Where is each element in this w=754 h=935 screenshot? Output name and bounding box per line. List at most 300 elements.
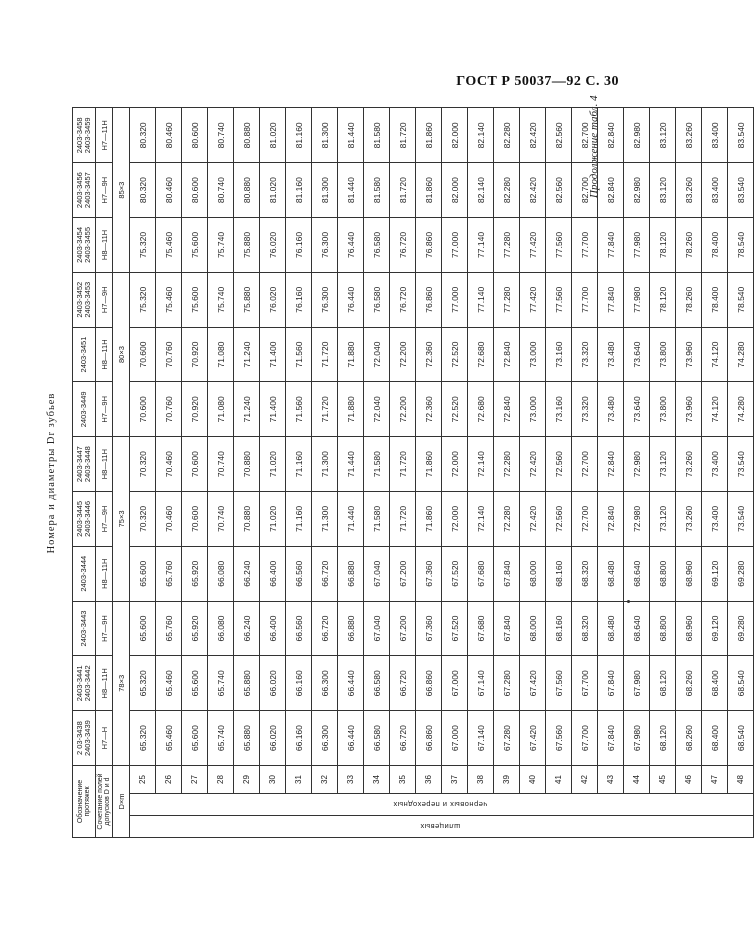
tooth-number: 37 <box>442 766 468 794</box>
diameter-cell: 74.280 <box>728 382 754 437</box>
diameter-cell: 82.840 <box>598 163 624 218</box>
diameter-cell: 66.720 <box>390 711 416 766</box>
diameter-cell: 82.560 <box>546 163 572 218</box>
tooth-number: 34 <box>364 766 390 794</box>
dxm-label: D×m <box>113 766 130 838</box>
diameter-cell: 72.840 <box>598 437 624 492</box>
diameter-cell: 73.320 <box>572 327 598 382</box>
diameter-cell: 65.460 <box>156 656 182 711</box>
diameter-cell: 66.440 <box>338 656 364 711</box>
diameter-cell: 67.980 <box>624 656 650 711</box>
diameter-cell: 72.040 <box>364 327 390 382</box>
diameter-cell: 68.800 <box>650 546 676 601</box>
tooth-number: 46 <box>676 766 702 794</box>
diameter-cell: 72.680 <box>468 327 494 382</box>
diameter-cell: 81.440 <box>338 108 364 163</box>
diameter-cell: 78.400 <box>702 218 728 273</box>
diameter-cell: 68.260 <box>676 711 702 766</box>
diameter-cell: 68.000 <box>520 601 546 656</box>
diameter-cell: 68.540 <box>728 656 754 711</box>
tooth-type-label-chernovykh <box>130 794 754 816</box>
diameter-cell: 71.580 <box>364 437 390 492</box>
diameter-cell: 73.160 <box>546 382 572 437</box>
tolerance-combination-label: Сочетание полей допусков D и d <box>96 766 113 838</box>
diameter-cell: 71.560 <box>286 327 312 382</box>
tooth-type-label-shlitsevykh <box>130 816 754 838</box>
diameter-cell: 67.040 <box>364 546 390 601</box>
diameter-cell: 82.560 <box>546 108 572 163</box>
tooth-number: 36 <box>416 766 442 794</box>
diameter-cell: 80.320 <box>130 163 156 218</box>
tooth-number: 28 <box>208 766 234 794</box>
diameter-cell: 70.920 <box>182 327 208 382</box>
designation-label: Обозначение протяжек <box>73 766 96 838</box>
rotated-table-container <box>46 95 746 838</box>
table-body <box>130 108 754 838</box>
diameter-cell: 67.520 <box>442 601 468 656</box>
diameter-cell: 72.560 <box>546 492 572 547</box>
diameter-cell: 77.980 <box>624 272 650 327</box>
diameter-cell: 71.300 <box>312 437 338 492</box>
diameter-cell: 73.120 <box>650 437 676 492</box>
tooth-number: 35 <box>390 766 416 794</box>
size-group-label: 80×3 <box>113 272 130 436</box>
diameter-cell: 73.540 <box>728 437 754 492</box>
diameter-cell: 80.600 <box>182 163 208 218</box>
diameter-cell: 65.880 <box>234 711 260 766</box>
column-code: 2403-3456 2403-3457 <box>73 163 96 218</box>
diameter-cell: 71.020 <box>260 437 286 492</box>
diameter-cell: 68.320 <box>572 601 598 656</box>
diameter-cell: 72.520 <box>442 382 468 437</box>
diameter-cell: 66.720 <box>312 546 338 601</box>
diameter-cell: 77.840 <box>598 218 624 273</box>
table-row <box>286 108 312 838</box>
diameter-cell: 73.540 <box>728 492 754 547</box>
tooth-number: 27 <box>182 766 208 794</box>
diameter-cell: 80.740 <box>208 108 234 163</box>
table-row <box>416 108 442 838</box>
diameter-cell: 78.260 <box>676 272 702 327</box>
tooth-number: 47 <box>702 766 728 794</box>
diameter-cell: 67.560 <box>546 656 572 711</box>
diameter-cell: 80.460 <box>156 163 182 218</box>
table-row <box>130 108 156 838</box>
diameter-cell: 70.320 <box>130 437 156 492</box>
diameter-cell: 78.260 <box>676 218 702 273</box>
column-tolerance: H7—11H <box>96 108 113 163</box>
diameter-cell: 74.120 <box>702 382 728 437</box>
diameter-cell: 72.420 <box>520 437 546 492</box>
diameter-cell: 66.240 <box>234 546 260 601</box>
column-tolerance: H8—11H <box>96 218 113 273</box>
column-code: 2403-3452 2403-3453 <box>73 272 96 327</box>
diameter-cell: 83.540 <box>728 163 754 218</box>
diameter-cell: 72.840 <box>494 327 520 382</box>
diameter-cell: 70.600 <box>182 492 208 547</box>
column-code: 2403-3451 <box>73 327 96 382</box>
table-row <box>468 108 494 838</box>
diameter-cell: 77.980 <box>624 218 650 273</box>
diameter-cell: 77.000 <box>442 218 468 273</box>
diameter-cell: 71.020 <box>260 492 286 547</box>
table-row <box>208 108 234 838</box>
table-row <box>338 108 364 838</box>
table-row <box>182 108 208 838</box>
tooth-number: 41 <box>546 766 572 794</box>
diameter-cell: 76.020 <box>260 218 286 273</box>
diameter-cell: 65.600 <box>182 656 208 711</box>
diameter-cell: 65.740 <box>208 711 234 766</box>
diameter-cell: 76.860 <box>416 272 442 327</box>
diameter-cell: 70.600 <box>182 437 208 492</box>
tooth-number: 38 <box>468 766 494 794</box>
diameter-cell: 68.960 <box>676 601 702 656</box>
tooth-number: 44 <box>624 766 650 794</box>
diameter-cell: 71.720 <box>312 382 338 437</box>
diameter-cell: 81.160 <box>286 163 312 218</box>
diameter-cell: 72.520 <box>442 327 468 382</box>
diameter-cell: 67.420 <box>520 656 546 711</box>
diameter-cell: 66.400 <box>260 546 286 601</box>
diameter-cell: 67.040 <box>364 601 390 656</box>
diameter-cell: 77.140 <box>468 218 494 273</box>
tooth-number: 42 <box>572 766 598 794</box>
diameter-cell: 65.600 <box>130 546 156 601</box>
column-code: 2 03-3438 2403-3439 <box>73 711 96 766</box>
column-code: 2403-3444 <box>73 546 96 601</box>
diameter-cell: 82.700 <box>572 163 598 218</box>
diameter-cell: 76.160 <box>286 272 312 327</box>
diameter-cell: 70.760 <box>156 382 182 437</box>
diameter-cell: 67.140 <box>468 711 494 766</box>
diameter-cell: 71.720 <box>312 327 338 382</box>
diameter-cell: 67.000 <box>442 656 468 711</box>
diameter-cell: 67.360 <box>416 601 442 656</box>
diameter-cell: 66.440 <box>338 711 364 766</box>
diameter-cell: 68.480 <box>598 601 624 656</box>
diameter-cell: 75.740 <box>208 218 234 273</box>
diameter-cell: 70.760 <box>156 327 182 382</box>
column-tolerance: H8—11H <box>96 327 113 382</box>
diameter-cell: 80.600 <box>182 108 208 163</box>
diameter-cell: 66.160 <box>286 656 312 711</box>
diameter-cell: 71.560 <box>286 382 312 437</box>
diameter-cell: 73.400 <box>702 492 728 547</box>
column-code: 2403-3443 <box>73 601 96 656</box>
diameter-cell: 80.880 <box>234 108 260 163</box>
diameter-cell: 81.860 <box>416 108 442 163</box>
tooth-number: 31 <box>286 766 312 794</box>
diameter-cell: 83.400 <box>702 163 728 218</box>
diameter-cell: 77.280 <box>494 218 520 273</box>
tooth-number: 30 <box>260 766 286 794</box>
diameter-cell: 72.560 <box>546 437 572 492</box>
diameter-cell: 71.240 <box>234 382 260 437</box>
diameter-cell: 70.600 <box>130 327 156 382</box>
diameter-cell: 65.320 <box>130 711 156 766</box>
diameter-cell: 82.420 <box>520 108 546 163</box>
diameter-cell: 70.740 <box>208 437 234 492</box>
diameter-cell: 65.920 <box>182 546 208 601</box>
diameter-cell: 83.260 <box>676 163 702 218</box>
column-tolerance: H8—11H <box>96 656 113 711</box>
diameter-cell: 72.280 <box>494 437 520 492</box>
diameter-cell: 81.860 <box>416 163 442 218</box>
diameter-cell: 68.260 <box>676 656 702 711</box>
diameter-cell: 72.000 <box>442 492 468 547</box>
diameter-cell: 68.120 <box>650 656 676 711</box>
diameter-cell: 70.740 <box>208 492 234 547</box>
diameter-cell: 73.800 <box>650 327 676 382</box>
diameter-cell: 80.460 <box>156 108 182 163</box>
diameter-cell: 71.400 <box>260 327 286 382</box>
diameter-cell: 73.000 <box>520 327 546 382</box>
diameter-cell: 77.280 <box>494 272 520 327</box>
diameter-cell: 81.160 <box>286 108 312 163</box>
diameter-cell: 71.860 <box>416 437 442 492</box>
diameter-cell: 71.440 <box>338 492 364 547</box>
table-row <box>520 108 546 838</box>
diameter-cell: 68.400 <box>702 711 728 766</box>
diameter-cell: 73.120 <box>650 492 676 547</box>
column-code: 2403-3454 2403-3455 <box>73 218 96 273</box>
diameter-cell: 72.700 <box>572 437 598 492</box>
diameter-cell: 69.280 <box>728 601 754 656</box>
diameter-cell: 82.140 <box>468 163 494 218</box>
diameter-cell: 77.840 <box>598 272 624 327</box>
diameter-cell: 67.560 <box>546 711 572 766</box>
diameter-cell: 65.760 <box>156 546 182 601</box>
diameter-cell: 66.080 <box>208 546 234 601</box>
table-row <box>494 108 520 838</box>
diameter-cell: 82.700 <box>572 108 598 163</box>
column-code: 2403-3445 2403-3446 <box>73 492 96 547</box>
diameter-cell: 66.880 <box>338 601 364 656</box>
diameter-cell: 68.320 <box>572 546 598 601</box>
diameter-cell: 72.360 <box>416 327 442 382</box>
column-tolerance: H7—9H <box>96 492 113 547</box>
diameter-cell: 75.880 <box>234 272 260 327</box>
diameter-cell: 65.320 <box>130 656 156 711</box>
column-tolerance: H7—9H <box>96 272 113 327</box>
diameter-cell: 72.980 <box>624 437 650 492</box>
diameter-cell: 78.540 <box>728 218 754 273</box>
table-row <box>572 108 598 838</box>
diameter-cell: 66.240 <box>234 601 260 656</box>
tooth-number: 43 <box>598 766 624 794</box>
diameter-cell: 75.880 <box>234 218 260 273</box>
diameter-cell: 75.600 <box>182 218 208 273</box>
diameter-cell: 67.000 <box>442 711 468 766</box>
diameter-cell: 70.920 <box>182 382 208 437</box>
diameter-cell: 77.140 <box>468 272 494 327</box>
diameter-cell: 66.880 <box>338 546 364 601</box>
diameter-cell: 76.580 <box>364 218 390 273</box>
diameter-cell: 82.140 <box>468 108 494 163</box>
diameter-cell: 71.440 <box>338 437 364 492</box>
diameter-cell: 68.400 <box>702 656 728 711</box>
diameter-cell: 76.580 <box>364 272 390 327</box>
diameter-cell: 71.880 <box>338 382 364 437</box>
diameter-cell: 66.080 <box>208 601 234 656</box>
diameter-cell: 71.400 <box>260 382 286 437</box>
diameter-cell: 66.580 <box>364 711 390 766</box>
diameter-cell: 66.580 <box>364 656 390 711</box>
diameter-cell: 73.800 <box>650 382 676 437</box>
diameter-cell: 73.260 <box>676 437 702 492</box>
table-row <box>702 108 728 838</box>
column-code: 2403-3441 2403-3442 <box>73 656 96 711</box>
diameter-cell: 71.720 <box>390 492 416 547</box>
diameter-cell: 83.120 <box>650 108 676 163</box>
table-row <box>156 108 182 838</box>
diameter-cell: 66.160 <box>286 711 312 766</box>
column-tolerance: H7—9H <box>96 601 113 656</box>
diameter-cell: 80.880 <box>234 163 260 218</box>
diameter-cell: 66.560 <box>286 546 312 601</box>
diameter-cell: 78.400 <box>702 272 728 327</box>
diameter-cell: 70.880 <box>234 437 260 492</box>
diameter-cell: 66.860 <box>416 656 442 711</box>
column-tolerance: H8—11H <box>96 437 113 492</box>
column-code: 2403-3458 2403-3459 <box>73 108 96 163</box>
diameter-cell: 70.880 <box>234 492 260 547</box>
diameter-cell: 73.260 <box>676 492 702 547</box>
diameter-cell: 66.560 <box>286 601 312 656</box>
tooth-number: 32 <box>312 766 338 794</box>
diameter-cell: 76.300 <box>312 218 338 273</box>
diameter-cell: 72.200 <box>390 327 416 382</box>
diameter-cell: 75.320 <box>130 272 156 327</box>
diameter-cell: 76.720 <box>390 272 416 327</box>
diameter-cell: 82.000 <box>442 108 468 163</box>
column-tolerance: H7—H <box>96 711 113 766</box>
diameter-cell: 72.140 <box>468 492 494 547</box>
diameter-cell: 74.120 <box>702 327 728 382</box>
table-row <box>364 108 390 838</box>
diameter-cell: 65.460 <box>156 711 182 766</box>
diameter-cell: 66.020 <box>260 711 286 766</box>
diameter-cell: 83.260 <box>676 108 702 163</box>
continuation-label: Продолжение табл. 4 <box>588 95 600 198</box>
diameter-cell: 72.040 <box>364 382 390 437</box>
diameter-cell: 66.860 <box>416 711 442 766</box>
diameter-cell: 81.300 <box>312 108 338 163</box>
diameter-cell: 76.440 <box>338 218 364 273</box>
diameter-cell: 68.960 <box>676 546 702 601</box>
diameter-cell: 67.280 <box>494 711 520 766</box>
diameter-cell: 76.720 <box>390 218 416 273</box>
diameter-cell: 67.280 <box>494 656 520 711</box>
diameter-cell: 81.020 <box>260 163 286 218</box>
diameter-cell: 81.580 <box>364 163 390 218</box>
diameter-cell: 66.400 <box>260 601 286 656</box>
diameter-cell: 82.000 <box>442 163 468 218</box>
column-code: 2403-3449 <box>73 382 96 437</box>
diameter-cell: 67.200 <box>390 546 416 601</box>
tooth-number: 25 <box>130 766 156 794</box>
diameter-cell: 66.300 <box>312 656 338 711</box>
diameter-cell: 68.640 <box>624 546 650 601</box>
diameter-cell: 66.300 <box>312 711 338 766</box>
diameter-cell: 73.640 <box>624 382 650 437</box>
diameter-cell: 80.740 <box>208 163 234 218</box>
size-group-label: 75×3 <box>113 437 130 601</box>
diameter-cell: 71.160 <box>286 437 312 492</box>
diameter-cell: 70.320 <box>130 492 156 547</box>
diameter-cell: 70.600 <box>130 382 156 437</box>
diameter-cell: 70.460 <box>156 437 182 492</box>
diameter-cell: 72.840 <box>598 492 624 547</box>
diameter-cell: 82.280 <box>494 163 520 218</box>
table-row <box>546 108 572 838</box>
diameter-cell: 81.720 <box>390 163 416 218</box>
table-row <box>442 108 468 838</box>
diameter-cell: 67.840 <box>494 546 520 601</box>
column-code: 2403-3447 2403-3448 <box>73 437 96 492</box>
header-row-tolerances <box>96 108 113 838</box>
tooth-number: 39 <box>494 766 520 794</box>
diameter-cell: 77.420 <box>520 218 546 273</box>
diameter-cell: 81.440 <box>338 163 364 218</box>
tooth-number: 33 <box>338 766 364 794</box>
diameter-cell: 73.480 <box>598 327 624 382</box>
diameter-cell: 71.580 <box>364 492 390 547</box>
diameter-cell: 82.980 <box>624 108 650 163</box>
diameter-cell: 73.000 <box>520 382 546 437</box>
diameter-cell: 71.240 <box>234 327 260 382</box>
diameter-cell: 65.920 <box>182 601 208 656</box>
table-row <box>650 108 676 838</box>
table-row <box>676 108 702 838</box>
diameter-cell: 77.700 <box>572 218 598 273</box>
diameter-cell: 81.720 <box>390 108 416 163</box>
tooth-number: 26 <box>156 766 182 794</box>
tooth-type-text: шлицевых <box>420 822 461 831</box>
diameter-cell: 75.460 <box>156 272 182 327</box>
diameter-cell: 74.280 <box>728 327 754 382</box>
diameter-cell: 76.440 <box>338 272 364 327</box>
diameter-cell: 69.120 <box>702 601 728 656</box>
diameter-cell: 72.420 <box>520 492 546 547</box>
speck <box>627 600 630 603</box>
diameter-cell: 82.980 <box>624 163 650 218</box>
diameter-cell: 73.480 <box>598 382 624 437</box>
diameter-cell: 71.300 <box>312 492 338 547</box>
diameter-cell: 68.480 <box>598 546 624 601</box>
diameter-cell: 75.460 <box>156 218 182 273</box>
diameter-cell: 67.700 <box>572 711 598 766</box>
diameter-cell: 75.600 <box>182 272 208 327</box>
diameter-cell: 67.840 <box>598 711 624 766</box>
diameter-cell: 72.200 <box>390 382 416 437</box>
diameter-cell: 76.020 <box>260 272 286 327</box>
diameter-cell: 65.760 <box>156 601 182 656</box>
column-tolerance: H7—9H <box>96 163 113 218</box>
diameter-cell: 81.020 <box>260 108 286 163</box>
diameter-cell: 72.000 <box>442 437 468 492</box>
diameter-cell: 82.420 <box>520 163 546 218</box>
header-row-codes <box>73 108 96 838</box>
diameter-cell: 68.800 <box>650 601 676 656</box>
table-row <box>598 108 624 838</box>
diameter-cell: 75.320 <box>130 218 156 273</box>
diameter-cell: 80.320 <box>130 108 156 163</box>
diameter-cell: 66.020 <box>260 656 286 711</box>
diameter-cell: 76.860 <box>416 218 442 273</box>
diameter-cell: 71.720 <box>390 437 416 492</box>
